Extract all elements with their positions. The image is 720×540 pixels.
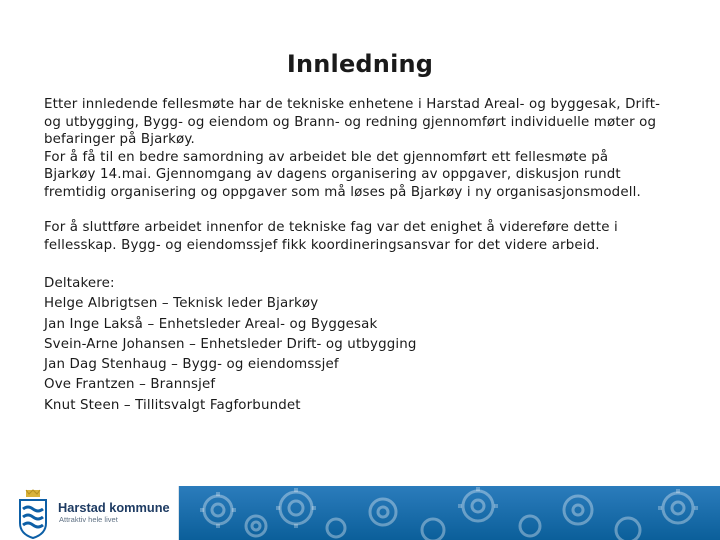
paragraph-spacer (44, 201, 704, 219)
intro-line: og utbygging, Bygg- og eiendom og Brann- og redning gjennomført individuelle møter og (44, 114, 657, 130)
participant-item: Svein-Arne Johansen – Enhetsleder Drift- og utbygging (44, 336, 417, 352)
participant-item: Knut Steen – Tillitsvalgt Fagforbundet (44, 397, 301, 413)
intro-line: fremtidig organisering og oppgaver som må løses på Bjarkøy i ny organisasjonsmodell. (44, 184, 641, 200)
intro-line: Bjarkøy 14.mai. Gjennomgang av dagens organisering av oppgaver, diskusjon rundt (44, 167, 621, 182)
harstad-crest-icon (18, 489, 48, 539)
organization-tagline: Attraktiv hele livet (59, 515, 118, 524)
slide-title: Innledning (286, 50, 434, 78)
participant-item: Helge Albrigtsen – Teknisk leder Bjarkøy (44, 296, 319, 312)
participants-heading: Deltakere: (44, 276, 115, 291)
participant-item: Jan Dag Stenhaug – Bygg- og eiendomssjef (44, 357, 339, 373)
conclusion-line: For å sluttføre arbeidet innenfor de tekniske fag var det enighet å videreføre dette i (44, 220, 618, 235)
participant-item: Ove Frantzen – Brannsjef (44, 377, 216, 393)
organization-name: Harstad kommune (58, 500, 170, 515)
intro-line: Etter innledende fellesmøte har de tekniske enhetene i Harstad Areal- og byggesak, Drift- (44, 97, 661, 112)
paragraph-spacer (44, 254, 704, 274)
conclusion-line: fellesskap. Bygg- og eiendomssjef fikk koordineringsansvar for det videre arbeid. (44, 237, 600, 253)
gears-decoration (178, 486, 720, 540)
intro-line: befaringer på Bjarkøy. (44, 132, 195, 147)
slide-body (44, 96, 704, 416)
intro-line: For å få til en bedre samordning av arbeidet ble det gjennomført ett fellesmøte på (44, 149, 609, 165)
participant-item: Jan Inge Lakså – Enhetsleder Areal- og Byggesak (44, 316, 378, 332)
